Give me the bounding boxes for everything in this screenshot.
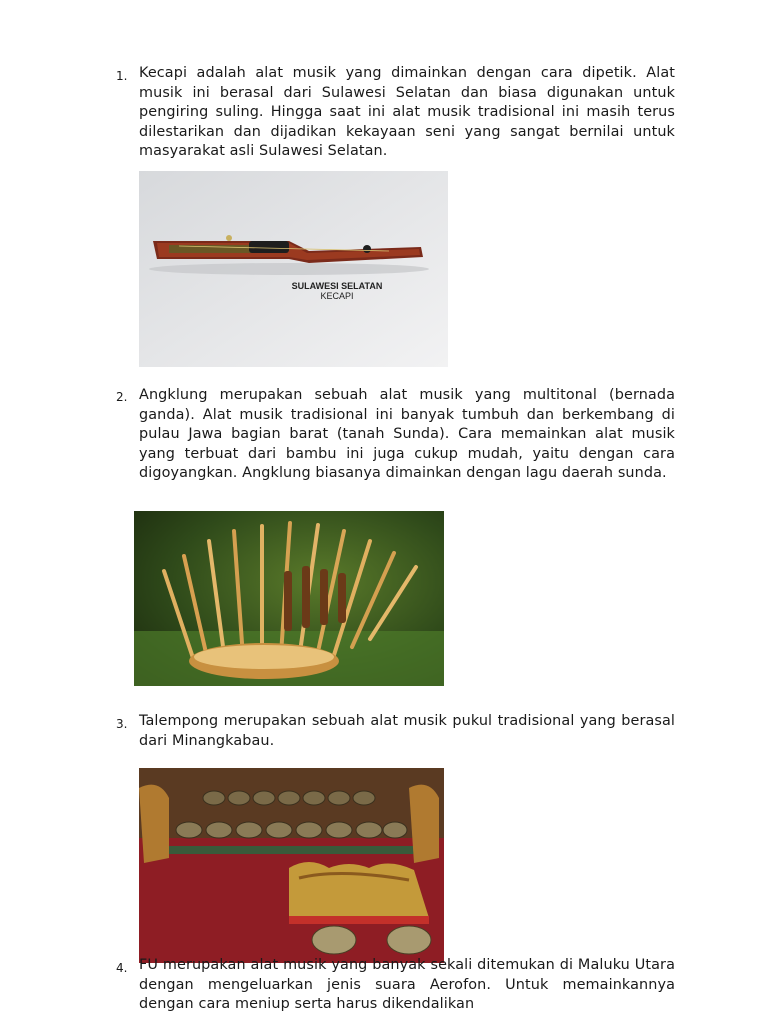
list-number-1: 1. (116, 69, 128, 83)
list-number-4: 4. (116, 961, 128, 975)
kecapi-caption-1: SULAWESI SELATAN (291, 281, 383, 291)
list-number-2: 2. (116, 390, 128, 404)
kecapi-image (139, 171, 448, 367)
talempong-image (139, 768, 444, 963)
angklung-image (134, 511, 444, 686)
list-number-3: 3. (116, 717, 128, 731)
paragraph-angklung: Angklung merupakan sebuah alat musik yang multitonal (bernada ganda). Alat musik tradisional ini banyak tumbuh dan berkembang di pulau Jawa bagian barat (tanah Sunda). Cara memainkan alat musik yang terbuat dari bambu ini juga cukup mudah, yaitu dengan cara digoyangkan. Angklung biasanya dimainkan dengan lagu daerah sunda. (139, 387, 675, 481)
kecapi-caption-2: KECAPI (320, 291, 354, 301)
paragraph-talempong: Talempong merupakan sebuah alat musik pukul tradisional yang berasal dari Minangkabau. (139, 713, 675, 749)
paragraph-fu: FU merupakan alat musik yang banyak sekali ditemukan di Maluku Utara dengan mengeluarkan jenis suara Aerofon. Untuk memainkannya dengan cara meniup serta harus dikendalikan (139, 957, 675, 1012)
paragraph-kecapi: Kecapi adalah alat musik yang dimainkan dengan cara dipetik. Alat musik ini berasal dari Sulawesi Selatan dan biasa digunakan untuk pengiring suling. Hingga saat ini alat musik tradisional ini masih terus dilestarikan dan dijadikan kekayaan seni yang sangat bernilai untuk masyarakat asli Sulawesi Selatan. (139, 65, 675, 159)
